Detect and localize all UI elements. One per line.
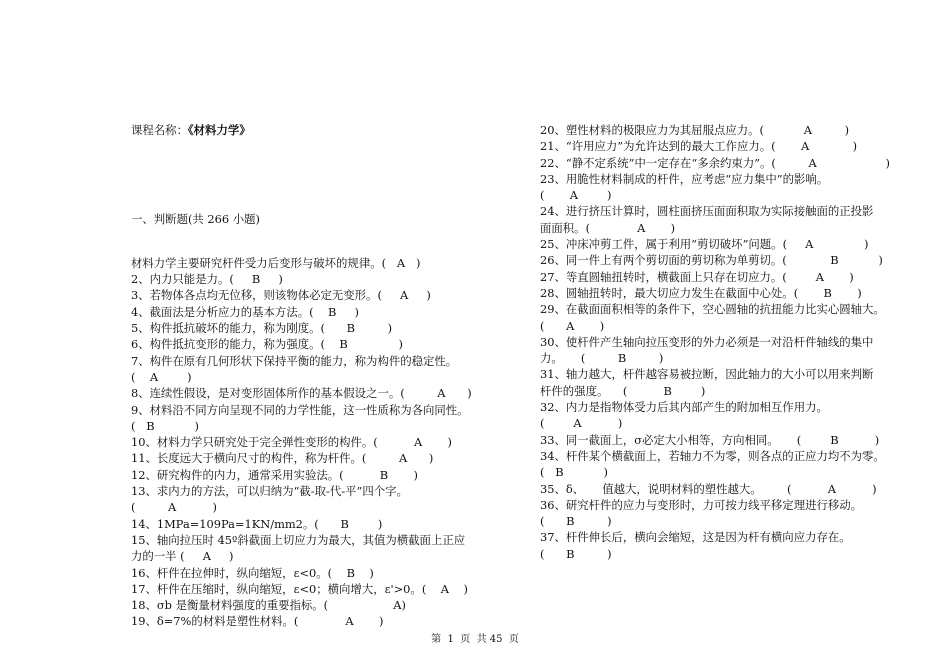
question-line: 24、进行挤压计算时，圆柱面挤压面面积取为实际接触面的正投影 (540, 204, 874, 219)
course-name: 《材料力学》 (187, 123, 251, 137)
course-label: 课程名称： (131, 123, 188, 137)
question-line: 10、材料力学只研究处于完全弹性变形的构件。( A ) (131, 435, 452, 450)
question-line: 18、σb 是衡量材料强度的重要指标。( A) (131, 598, 406, 613)
question-line: 材料力学主要研究杆件受力后变形与破坏的规律。( A ) (131, 255, 421, 270)
question-line: ( B ) (540, 465, 608, 480)
question-line: 6、构件抵抗变形的能力，称为强度。( B ) (131, 337, 403, 352)
question-line: 33、同一截面上，σ必定大小相等，方向相同。 ( B ) (540, 432, 880, 447)
question-line: ( A ) (540, 318, 605, 333)
question-line: 19、δ=7%的材料是塑性材料。( A ) (131, 614, 384, 629)
question-line: ( A ) (540, 416, 623, 431)
question-line: ( A ) (131, 369, 192, 384)
section-title: 一、判断题(共 266 小题) (131, 211, 260, 226)
question-line: 17、杆件在压缩时，纵向缩短，ε<0；横向增大，ε'>0。( A ) (131, 581, 468, 596)
question-line: 30、使杆件产生轴向拉压变形的外力必须是一对沿杆件轴线的集中 (540, 334, 874, 349)
question-line: 29、在截面面积相等的条件下，空心圆轴的抗扭能力比实心圆轴大。 (540, 302, 885, 317)
question-line: 21、“许用应力”为允许达到的最大工作应力。( A ) (540, 139, 858, 154)
question-line: ( B ) (540, 514, 612, 529)
question-line: 12、研究构件的内力，通常采用实验法。( B ) (131, 467, 418, 482)
question-line: 13、求内力的方法，可以归纳为“截-取-代-平”四个字。 (131, 484, 408, 499)
question-line: 26、同一件上有两个剪切面的剪切称为单剪切。( B ) (540, 253, 883, 268)
question-line: 15、轴向拉压时 45º斜截面上切应力为最大，其值为横截面上正应 (131, 532, 466, 547)
question-line: 23、用脆性材料制成的杆件，应考虑“应力集中”的影响。 (540, 171, 829, 186)
question-line: 面面积。( A ) (540, 220, 676, 235)
question-line: 杆件的强度。 ( B ) (540, 383, 706, 398)
question-line: 力的一半 ( A ) (131, 549, 234, 564)
question-line: 4、截面法是分析应力的基本方法。( B ) (131, 304, 359, 319)
question-line: 34、杆件某个横截面上，若轴力不为零，则各点的正应力均不为零。 (540, 448, 885, 463)
question-line: ( B ) (540, 546, 612, 561)
question-line: 16、杆件在拉伸时，纵向缩短，ε<0。( B ) (131, 565, 374, 580)
question-line: 20、塑性材料的极限应力为其屈服点应力。( A ) (540, 123, 850, 137)
question-line: 5、构件抵抗破坏的能力，称为刚度。( B ) (131, 321, 393, 336)
question-line: 37、杆件伸长后，横向会缩短，这是因为杆有横向应力存在。 (540, 530, 851, 545)
question-line: ( A ) (131, 500, 217, 515)
question-line: 8、连续性假设，是对变形固体所作的基本假设之一。( A ) (131, 386, 472, 401)
question-line: 3、若物体各点均无位移，则该物体必定无变形。( A ) (131, 288, 431, 303)
question-line: 36、研究杆件的应力与变形时，力可按力线平移定理进行移动。 (540, 497, 863, 512)
right-column (540, 94, 896, 576)
question-line: 32、内力是指物体受力后其内部产生的附加相互作用力。 (540, 400, 828, 415)
question-line: 7、构件在原有几何形状下保持平衡的能力，称为构件的稳定性。 (131, 353, 458, 368)
question-line: 35、δ、 值越大，说明材料的塑性越大。 ( A ) (540, 481, 877, 496)
left-question-list (131, 255, 503, 630)
question-line: 28、圆轴扭转时，最大切应力发生在截面中心处。( B ) (540, 285, 862, 300)
question-line: 力。 ( B ) (540, 351, 664, 366)
course-title (131, 122, 503, 138)
question-line: 9、材料沿不同方向呈现不同的力学性能，这一性质称为各向同性。 (131, 402, 469, 417)
question-line: ( A ) (540, 188, 612, 203)
question-line: 22、“静不定系统”中一定存在“多余约束力”。( A ) (540, 155, 890, 170)
right-question-list (540, 122, 896, 562)
question-line: ( B ) (131, 418, 199, 433)
page-footer: 第 1 页 共 45 页 (431, 634, 519, 645)
spacer (131, 166, 503, 182)
question-line: 14、1MPa=109Pa=1KN/mm2。( B ) (131, 516, 383, 531)
question-line: 2、内力只能是力。( B ) (131, 272, 283, 287)
question-line: 27、等直圆轴扭转时，横截面上只存在切应力。( A ) (540, 269, 854, 284)
question-line: 11、长度远大于横向尺寸的构件，称为杆件。( A ) (131, 451, 434, 466)
left-column (131, 94, 503, 644)
question-line: 31、轴力越大，杆件越容易被拉断，因此轴力的大小可以用来判断 (540, 367, 874, 382)
question-line: 25、冲床冲剪工件，属于利用“剪切破坏”问题。( A ) (540, 237, 869, 252)
